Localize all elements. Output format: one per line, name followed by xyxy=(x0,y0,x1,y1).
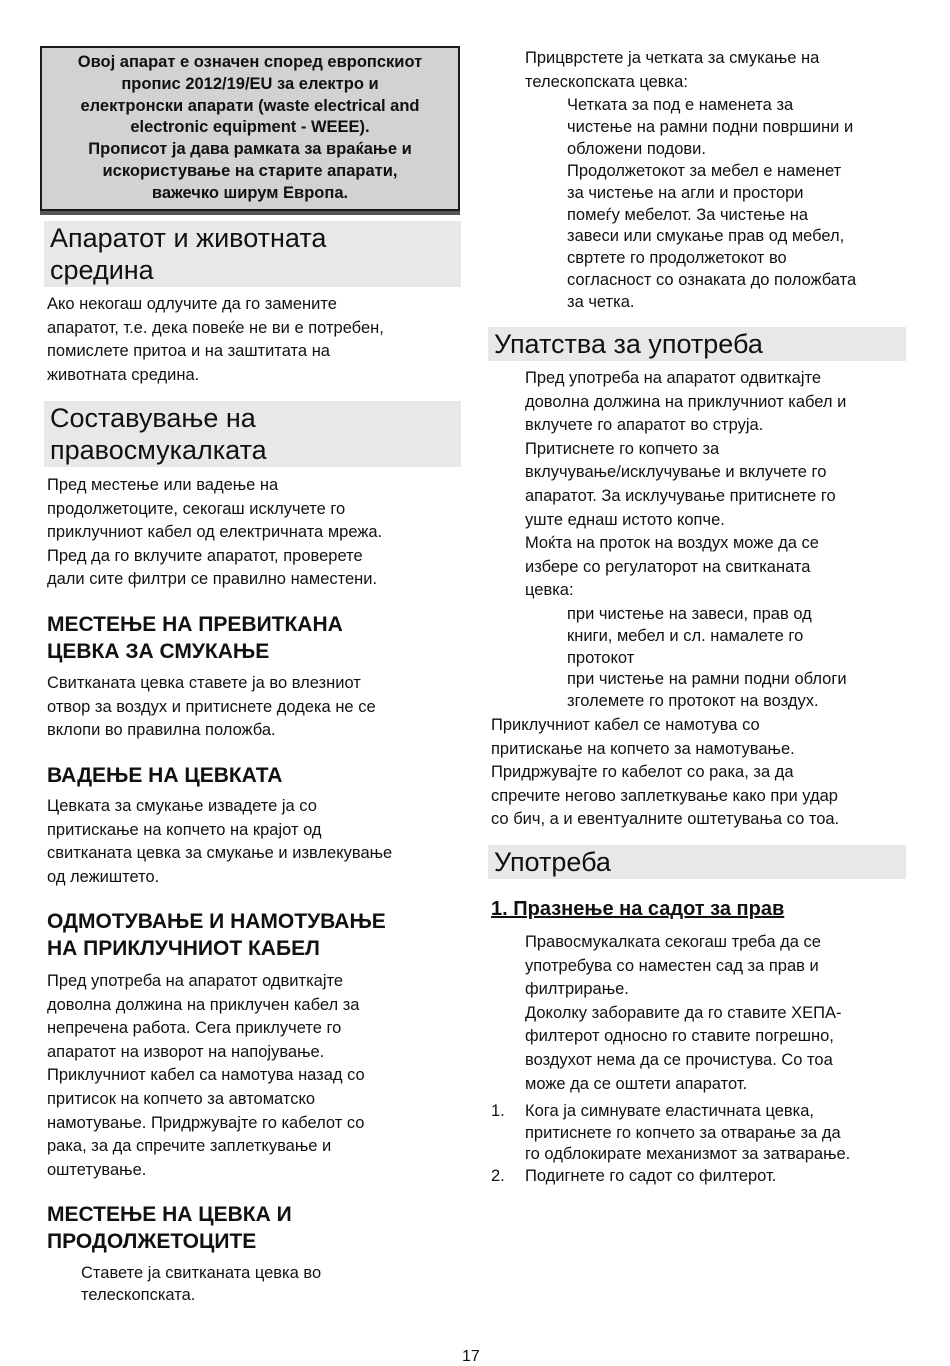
notice-line: важечко ширум Европа. xyxy=(151,183,349,202)
notice-line: Овој апарат е означен според европскиот xyxy=(77,53,423,71)
notice-line: електронски апарати (waste electrical and xyxy=(80,96,420,115)
notice-line: пропис 2012/19/EU за електро и xyxy=(121,74,379,93)
cable-text: Пред употреба на апаратот одвиткајте доволна должина на приклучен кабел за непречена работа. Сега приклучете го апаратот на изворот на напојување. Приклучниот кабел са намотува назад со притисок на копчето за автоматско намотување. Придржувајте го кабелот со рака, за да спречите заплеткување и оштетување. xyxy=(47,972,365,1179)
step-text: Подигнете го садот со филтерот. xyxy=(525,1167,777,1185)
subsection-title-hose: МЕСТЕЊЕ НА ПРЕВИТКАНА ЦЕВКА ЗА СМУКАЊЕ xyxy=(47,613,343,663)
section-title-environment: Апаратот и животната средина xyxy=(44,221,461,287)
cable-rewind-text: Приклучниот кабел се намотува со притискање на копчето за намотување. Придржувајте го кабелот со рака, за да спречите негово заплеткување како при удар со бич, а и евентуалните оштетувања со тоа. xyxy=(491,716,840,829)
airflow-notes: при чистење на завеси, прав од книги, мебел и сл. намалете го протокот при чистење на рамни подни облоги зголемете го протокот на воздух. xyxy=(567,605,847,711)
subsection-title-remove-hose: ВАДЕЊЕ НА ЦЕВКАТА xyxy=(47,764,283,787)
subsection-title-tube: МЕСТЕЊЕ НА ЦЕВКА И ПРОДОЛЖЕТОЦИТЕ xyxy=(47,1203,292,1253)
step-text: Кога ја симнувате еластичната цевка, притиснете го копчето за отварање за да го одблокирате механизмот за затварање. xyxy=(525,1102,851,1163)
page-number: 17 xyxy=(462,1348,480,1365)
empty-dust-text: Правосмукалката секогаш треба да се употребува со наместен сад за прав и филтрирање. Доколку заборавите да го ставите ХЕПА- филтерот односно го ставите погрешно, воздухот нема да се прочистува. Со тоа може да се оштети апаратот. xyxy=(525,933,842,1093)
notice-line: electronic equipment - WEEE). xyxy=(130,118,370,137)
instructions-text: Пред употреба на апаратот одвиткајте доволна должина на приклучниот кабел и вклучете го апаратот во струја. Притиснете го копчето за вклучување/исклучување и вклучете го апаратот. За исклучување притиснете го уште еднаш истото копче. Моќта на проток на воздух може да се избере со регулаторот на свитканата цевка: xyxy=(525,369,847,600)
section-title-assembly: Составување на правосмукалката xyxy=(44,401,461,467)
hose-text: Свитканата цевка ставете ја во влезниот отвор за воздух и притиснете додека не се вклопи во правилна положба. xyxy=(47,674,376,740)
subsection-title-cable: ОДМОТУВАЊЕ И НАМОТУВАЊЕ НА ПРИКЛУЧНИОТ КАБЕЛ xyxy=(47,910,386,960)
notice-line: искористување на старите апарати, xyxy=(102,161,398,180)
tube-text: Ставете ја свитканата цевка во телескопската. xyxy=(81,1264,322,1304)
section-title-use: Употреба xyxy=(488,845,906,879)
notice-line: Прописот ја дава рамката за враќање и xyxy=(88,140,412,159)
assembly-text: Пред местење или вадење на продолжетоците, секогаш исклучете го приклучниот кабел од електричната мрежа. Пред да го вклучите апаратот, проверете дали сите филтри се правилно наместени. xyxy=(47,476,383,589)
weee-notice-box xyxy=(40,46,460,211)
step-number: 2. xyxy=(491,1167,505,1185)
brush-intro-text: Прицврстете ја четката за смукање на телескопската цевка: xyxy=(525,49,820,91)
remove-hose-text: Цевката за смукање извадете ја со притискање на копчето на крајот од свитканата цевка за смукање и извлекување од лежиштето. xyxy=(47,797,393,886)
furniture-nozzle-text: Продолжетокот за мебел е наменет за чистење на агли и простори помеѓу мебелот. За чистење на завеси или смукање прав од мебел, свртете го продолжетокот во согласност со ознаката до положбата за четка. xyxy=(567,162,857,311)
floor-brush-text: Четката за под е наменета за чистење на рамни подни површини и обложени подови. xyxy=(567,96,854,158)
environment-text: Ако некогаш одлучите да го замените апаратот, т.е. дека повеќе не ви е потребен, помислете притоа и на заштитата на животната средина. xyxy=(47,295,384,384)
step-number: 1. xyxy=(491,1102,505,1120)
subsection-title-empty-dust: 1. Празнење на садот за прав xyxy=(491,898,785,920)
section-title-instructions: Упатства за употреба xyxy=(488,327,906,361)
